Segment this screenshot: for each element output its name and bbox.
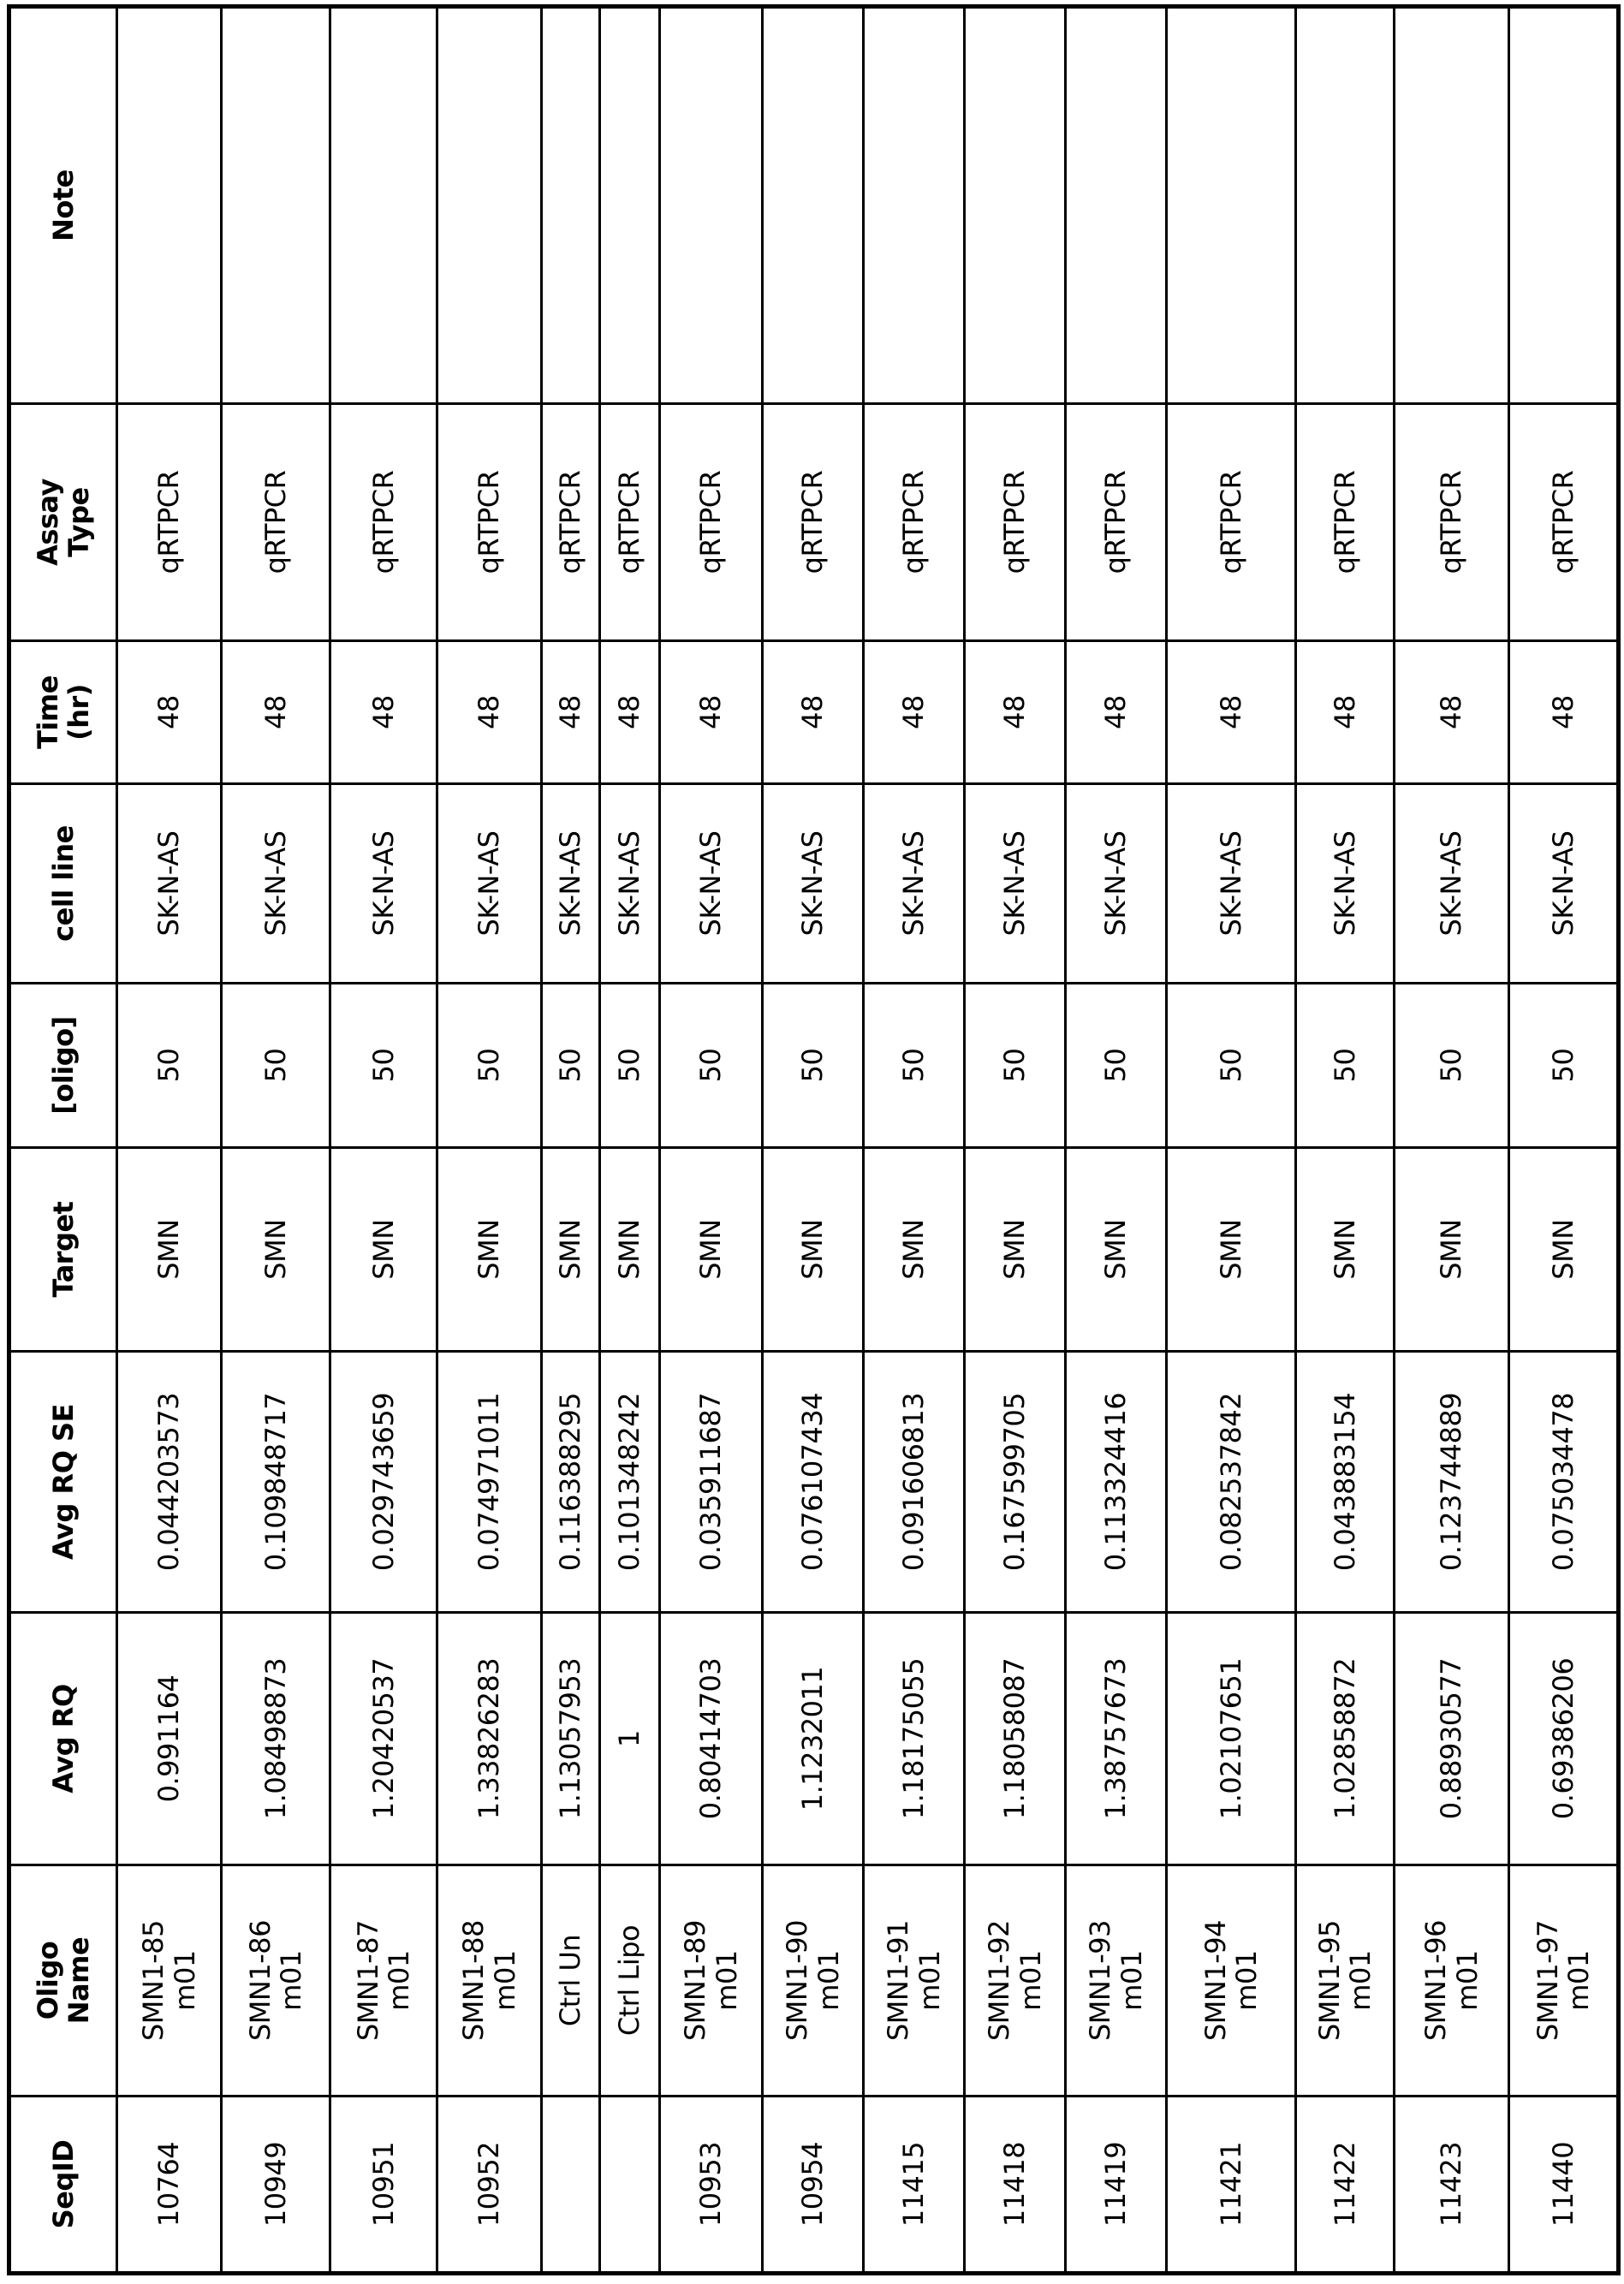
cell-assay-type: qRTPCR [1395,404,1509,641]
cell-avg-rq-se: 0.167599705 [965,1352,1066,1613]
cell-avg-rq-se: 0.082537842 [1167,1352,1296,1613]
cell-avg-rq-se: 0.043883154 [1296,1352,1395,1613]
cell-time-hr: 48 [437,641,542,784]
cell-target: SMN [437,1148,542,1352]
cell-assay-type: qRTPCR [1066,404,1167,641]
cell-oligo-conc: 50 [1509,984,1619,1148]
cell-avg-rq-se: 0.101348242 [600,1352,660,1613]
cell-oligo-name: SMN1-90 m01 [763,1865,864,2097]
cell-note [864,7,965,404]
cell-cell-line: SK-N-AS [1066,784,1167,984]
cell-note [660,7,763,404]
cell-target: SMN [542,1148,600,1352]
cell-oligo-name: SMN1-88 m01 [437,1865,542,2097]
col-header-target: Target [9,1148,117,1352]
cell-time-hr: 48 [222,641,330,784]
table-row [222,7,330,2274]
table-row [1066,7,1167,2274]
cell-oligo-conc: 50 [222,984,330,1148]
cell-time-hr: 48 [330,641,437,784]
cell-target: SMN [1509,1148,1619,1352]
cell-seq-id: 11419 [1066,2097,1167,2274]
table-row [1395,7,1509,2274]
cell-target: SMN [222,1148,330,1352]
cell-seq-id: 10949 [222,2097,330,2274]
cell-seq-id: 11440 [1509,2097,1619,2274]
cell-target: SMN [117,1148,222,1352]
cell-avg-rq: 1.13057953 [542,1613,600,1865]
cell-cell-line: SK-N-AS [222,784,330,984]
table-row [965,7,1066,2274]
table-row [763,7,864,2274]
cell-avg-rq-se: 0.076107434 [763,1352,864,1613]
cell-seq-id: 10951 [330,2097,437,2274]
rotated-table-container [7,7,1618,2275]
cell-assay-type: qRTPCR [330,404,437,641]
cell-seq-id: 10952 [437,2097,542,2274]
cell-target: SMN [660,1148,763,1352]
cell-avg-rq: 0.69386206 [1509,1613,1619,1865]
cell-avg-rq-se: 0.091606813 [864,1352,965,1613]
cell-time-hr: 48 [965,641,1066,784]
header-row [9,7,117,2274]
cell-avg-rq-se: 0.109848717 [222,1352,330,1613]
cell-time-hr: 48 [1066,641,1167,784]
cell-avg-rq: 1.33826283 [437,1613,542,1865]
col-header-avg-rq: Avg RQ [9,1613,117,1865]
cell-assay-type: qRTPCR [1296,404,1395,641]
cell-avg-rq: 1.02107651 [1167,1613,1296,1865]
cell-note [542,7,600,404]
cell-seq-id: 11421 [1167,2097,1296,2274]
cell-oligo-name: Ctrl Un [542,1865,600,2097]
cell-seq-id [600,2097,660,2274]
table-row [330,7,437,2274]
cell-cell-line: SK-N-AS [117,784,222,984]
cell-target: SMN [763,1148,864,1352]
cell-seq-id: 11415 [864,2097,965,2274]
cell-oligo-conc: 50 [1296,984,1395,1148]
cell-time-hr: 48 [1395,641,1509,784]
table-body [9,7,1619,2274]
table-row [117,7,222,2274]
cell-target: SMN [965,1148,1066,1352]
cell-oligo-name: SMN1-85 m01 [117,1865,222,2097]
cell-oligo-name: SMN1-92 m01 [965,1865,1066,2097]
table-row [1296,7,1395,2274]
cell-avg-rq: 1.08498873 [222,1613,330,1865]
cell-avg-rq-se: 0.123744889 [1395,1352,1509,1613]
cell-time-hr: 48 [1509,641,1619,784]
cell-oligo-name: SMN1-91 m01 [864,1865,965,2097]
cell-seq-id: 11423 [1395,2097,1509,2274]
cell-avg-rq-se: 0.075034478 [1509,1352,1619,1613]
cell-target: SMN [864,1148,965,1352]
cell-seq-id [542,2097,600,2274]
cell-cell-line: SK-N-AS [542,784,600,984]
cell-target: SMN [600,1148,660,1352]
cell-note [1296,7,1395,404]
cell-avg-rq: 1.02858872 [1296,1613,1395,1865]
cell-cell-line: SK-N-AS [965,784,1066,984]
cell-target: SMN [330,1148,437,1352]
cell-cell-line: SK-N-AS [330,784,437,984]
cell-time-hr: 48 [763,641,864,784]
col-header-time-hr: Time (hr) [9,641,117,784]
cell-assay-type: qRTPCR [1509,404,1619,641]
cell-cell-line: SK-N-AS [437,784,542,984]
cell-avg-rq: 1.1232011 [763,1613,864,1865]
col-header-avg-rq-se: Avg RQ SE [9,1352,117,1613]
cell-avg-rq: 0.991164 [117,1613,222,1865]
cell-seq-id: 10954 [763,2097,864,2274]
cell-oligo-conc: 50 [117,984,222,1148]
cell-oligo-name: SMN1-89 m01 [660,1865,763,2097]
cell-oligo-conc: 50 [763,984,864,1148]
cell-cell-line: SK-N-AS [1509,784,1619,984]
cell-avg-rq: 0.80414703 [660,1613,763,1865]
cell-oligo-conc: 50 [1395,984,1509,1148]
cell-cell-line: SK-N-AS [763,784,864,984]
cell-oligo-conc: 50 [437,984,542,1148]
col-header-seqid: SeqID [9,2097,117,2274]
assay-results-table [7,4,1621,2275]
cell-assay-type: qRTPCR [117,404,222,641]
cell-avg-rq-se: 0.044203573 [117,1352,222,1613]
cell-seq-id: 11418 [965,2097,1066,2274]
cell-target: SMN [1296,1148,1395,1352]
cell-oligo-conc: 50 [864,984,965,1148]
table-row [542,7,600,2274]
cell-note [600,7,660,404]
cell-avg-rq: 1.18058087 [965,1613,1066,1865]
table-row [864,7,965,2274]
cell-cell-line: SK-N-AS [1167,784,1296,984]
cell-target: SMN [1167,1148,1296,1352]
cell-avg-rq-se: 0.113324416 [1066,1352,1167,1613]
cell-assay-type: qRTPCR [864,404,965,641]
cell-note [222,7,330,404]
cell-cell-line: SK-N-AS [1395,784,1509,984]
cell-oligo-conc: 50 [330,984,437,1148]
table-row [660,7,763,2274]
cell-time-hr: 48 [117,641,222,784]
cell-avg-rq-se: 0.029743659 [330,1352,437,1613]
cell-target: SMN [1066,1148,1167,1352]
col-header-assay-type: Assay Type [9,404,117,641]
cell-note [330,7,437,404]
cell-time-hr: 48 [1167,641,1296,784]
col-header-oligo-name: Oligo Name [9,1865,117,2097]
cell-assay-type: qRTPCR [1167,404,1296,641]
cell-time-hr: 48 [864,641,965,784]
cell-oligo-name: SMN1-86 m01 [222,1865,330,2097]
cell-time-hr: 48 [600,641,660,784]
cell-oligo-conc: 50 [600,984,660,1148]
cell-oligo-name: SMN1-94 m01 [1167,1865,1296,2097]
cell-oligo-conc: 50 [1066,984,1167,1148]
cell-oligo-name: Ctrl Lipo [600,1865,660,2097]
cell-oligo-conc: 50 [1167,984,1296,1148]
cell-seq-id: 11422 [1296,2097,1395,2274]
col-header-cell-line: cell line [9,784,117,984]
cell-seq-id: 10764 [117,2097,222,2274]
cell-avg-rq-se: 0.074971011 [437,1352,542,1613]
cell-avg-rq: 1.38757673 [1066,1613,1167,1865]
cell-assay-type: qRTPCR [437,404,542,641]
cell-oligo-name: SMN1-97 m01 [1509,1865,1619,2097]
cell-cell-line: SK-N-AS [660,784,763,984]
cell-cell-line: SK-N-AS [1296,784,1395,984]
cell-note [117,7,222,404]
cell-assay-type: qRTPCR [965,404,1066,641]
cell-assay-type: qRTPCR [600,404,660,641]
cell-cell-line: SK-N-AS [864,784,965,984]
cell-target: SMN [1395,1148,1509,1352]
cell-assay-type: qRTPCR [222,404,330,641]
cell-avg-rq: 0.88930577 [1395,1613,1509,1865]
cell-avg-rq-se: 0.035911687 [660,1352,763,1613]
table-row [600,7,660,2274]
cell-oligo-conc: 50 [660,984,763,1148]
cell-oligo-conc: 50 [542,984,600,1148]
cell-avg-rq: 1.20420537 [330,1613,437,1865]
cell-cell-line: SK-N-AS [600,784,660,984]
table-row [1167,7,1296,2274]
cell-avg-rq: 1 [600,1613,660,1865]
cell-avg-rq-se: 0.116388295 [542,1352,600,1613]
cell-note [1509,7,1619,404]
cell-time-hr: 48 [1296,641,1395,784]
cell-oligo-name: SMN1-87 m01 [330,1865,437,2097]
cell-seq-id: 10953 [660,2097,763,2274]
cell-assay-type: qRTPCR [660,404,763,641]
cell-oligo-name: SMN1-93 m01 [1066,1865,1167,2097]
cell-note [965,7,1066,404]
cell-oligo-conc: 50 [965,984,1066,1148]
cell-assay-type: qRTPCR [542,404,600,641]
table-row [1509,7,1619,2274]
cell-time-hr: 48 [542,641,600,784]
cell-note [763,7,864,404]
table-row [437,7,542,2274]
col-header-note: Note [9,7,117,404]
cell-note [1167,7,1296,404]
cell-oligo-name: SMN1-96 m01 [1395,1865,1509,2097]
cell-avg-rq: 1.18175055 [864,1613,965,1865]
col-header-oligo-conc: [oligo] [9,984,117,1148]
cell-note [1066,7,1167,404]
cell-note [437,7,542,404]
cell-oligo-name: SMN1-95 m01 [1296,1865,1395,2097]
cell-time-hr: 48 [660,641,763,784]
cell-note [1395,7,1509,404]
cell-assay-type: qRTPCR [763,404,864,641]
